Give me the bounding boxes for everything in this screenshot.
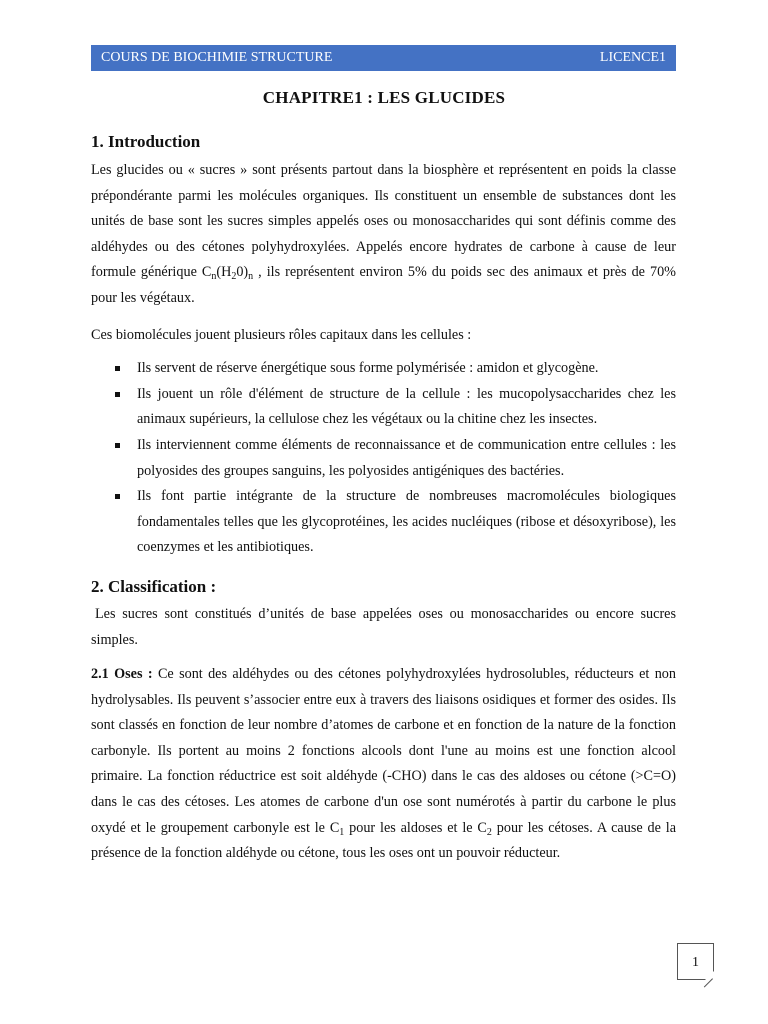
roles-list bbox=[91, 356, 676, 561]
list-item: Ils interviennent comme éléments de reconnaissance et de communication entre cellules : les polyosides des groupes sanguins, les polyosides antigéniques des bactéries. bbox=[91, 433, 676, 484]
bullet-square-icon bbox=[115, 366, 120, 371]
section-heading-classification: 2. Classification : bbox=[91, 576, 217, 596]
page-number: 1 bbox=[677, 943, 714, 980]
list-item: Ils servent de réserve énergétique sous forme polymérisée : amidon et glycogène. bbox=[91, 356, 676, 382]
roles-paragraph: Ces biomolécules jouent plusieurs rôles capitaux dans les cellules : bbox=[91, 326, 472, 343]
header-level: LICENCE1 bbox=[599, 50, 666, 65]
oses-label: 2.1 Oses : bbox=[91, 666, 153, 683]
classification-paragraph: Les sucres sont constitués d’unités de base appelées oses ou monosaccharides ou encore sucres simples. bbox=[91, 605, 676, 648]
oses-paragraph: 2.1 Oses : Ce sont des aldéhydes ou des cétones polyhydroxylées hydrosolubles, réducteurs et non hydrolysables. Ils peuvent s’associer entre eux à travers des liaisons osidiques et former des osides. Ils sont classés en fonction de leur nombre d’atomes de carbone et en fonction de la nature de la fonction carbonyle. Ils portent au moins 2 fonctions alcools dont l'une au moins est une fonction alcool primaire. La fonction réductrice est soit aldéhyde (-CHO) dans le cas des aldoses ou cétone (>C=O) dans le cas des cétoses. Les atomes de carbone d'un ose sont numérotés à partir du carbone le plus oxydé et le groupement carbonyle est le $C_1$ pour les aldoses et le $C_2$ pour les cétoses. A cause de la présence de la fonction aldéhyde ou cétone, tous les oses ont un pouvoir réducteur. bbox=[91, 666, 676, 862]
header-course-title: COURS DE BIOCHIMIE STRUCTURE bbox=[101, 50, 333, 65]
chapter-title: CHAPITRE1 : LES GLUCIDES bbox=[262, 88, 506, 107]
bullet-square-icon bbox=[115, 443, 120, 448]
section-heading-introduction: 1. Introduction bbox=[91, 132, 201, 151]
list-item: Ils jouent un rôle d'élément de structure de la cellule : les mucopolysaccharides chez les animaux supérieurs, la cellulose chez les végétaux ou la chitine chez les insectes. bbox=[91, 382, 676, 433]
list-item: Ils font partie intégrante de la structure de nombreuses macromolécules biologiques fondamentales telles que les glycoprotéines, les acides nucléiques (ribose et désoxyribose), les coenzymes et les antibiotiques. bbox=[91, 484, 676, 561]
page-header bbox=[91, 45, 676, 71]
intro-paragraph: Les glucides ou « sucres » sont présents partout dans la biosphère et représentent en poids la classe prépondérante parmi les molécules organiques. Ils constituent un ensemble de substances dont les unités de base sont les sucres simples appelés oses ou monosaccharides qui sont définis comme des aldéhydes ou des cétones polyhydroxylées. Appelés encore hydrates de carbone à cause de leur formule générique $C_n(H_20)_n$ , ils représentent environ 5% du poids sec des animaux et près de 70% pour les végétaux. bbox=[91, 162, 676, 306]
document-body bbox=[91, 130, 676, 867]
bullet-square-icon bbox=[115, 494, 120, 499]
bullet-square-icon bbox=[115, 392, 120, 397]
